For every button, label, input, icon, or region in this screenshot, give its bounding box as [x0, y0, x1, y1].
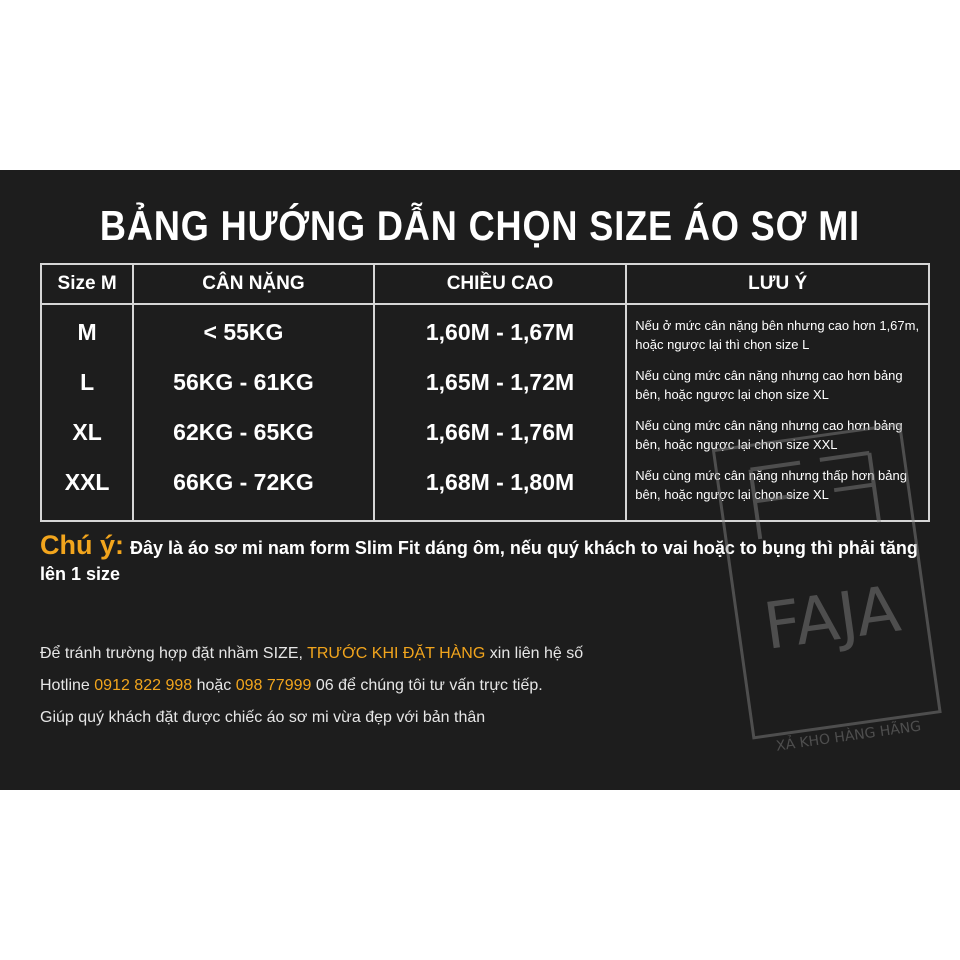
note-cell: Nếu cùng mức cân nặng nhưng cao hơn bảng bên, hoặc ngược lại chọn size XL	[635, 368, 903, 402]
note-label: Chú ý:	[40, 530, 124, 560]
logo-mark-icon	[750, 453, 879, 539]
size-cell: L	[80, 369, 95, 395]
weight-cell: 62KG - 65KG	[173, 419, 314, 445]
weight-cell: < 55KG	[203, 319, 284, 345]
height-cell: 1,60M - 1,67M	[425, 319, 575, 345]
order-highlight: TRƯỚC KHI ĐẶT HÀNG	[307, 645, 486, 662]
header-height: CHIỀU CAO	[374, 264, 627, 304]
size-cell: M	[77, 319, 97, 345]
logo-brand: FAJA	[759, 572, 905, 665]
note-cell: Nếu cùng mức cân nặng nhưng thấp hơn bảng bên, hoặc ngược lại chọn size XL	[635, 468, 907, 502]
contact-text: hoặc	[196, 677, 232, 694]
size-cell: XXL	[64, 469, 110, 495]
header-size: Size M	[41, 264, 133, 304]
hotline-phone-1: 0912 822 998	[94, 677, 193, 694]
table-header-row	[41, 264, 929, 304]
weight-column	[133, 304, 374, 521]
contact-text: Để tránh trường hợp đặt nhầm SIZE,	[40, 645, 303, 662]
hotline-label: Hotline	[40, 677, 90, 694]
contact-info	[40, 638, 740, 734]
logo-tagline: XẢ KHO HÀNG HÃNG	[775, 718, 923, 755]
contact-line-1	[40, 638, 740, 670]
contact-line-2	[40, 670, 740, 702]
weight-cell: 66KG - 72KG	[173, 469, 314, 495]
size-cell: XL	[72, 419, 102, 445]
size-guide-panel	[0, 170, 960, 790]
note-cell: Nếu cùng mức cân nặng nhưng cao hơn bảng bên, hoặc ngược lại chọn size XXL	[635, 418, 903, 452]
contact-text: 06 để chúng tôi tư vấn trực tiếp.	[315, 677, 543, 694]
size-column	[41, 304, 133, 521]
header-note: LƯU Ý	[626, 264, 929, 304]
note-cell: Nếu ở mức cân nặng bên nhưng cao hơn 1,67m, hoặc ngược lại thì chọn size L	[635, 318, 920, 352]
hotline-phone-2: 098 77999	[235, 677, 312, 694]
contact-line-3: Giúp quý khách đặt được chiếc áo sơ mi vừa đẹp với bản thân	[40, 709, 486, 726]
note-text: Đây là áo sơ mi nam form Slim Fit dáng ôm, nếu quý khách to vai hoặc to bụng thì phải tăng lên 1 size	[40, 538, 918, 584]
page-title: BẢNG HƯỚNG DẪN CHỌN SIZE ÁO SƠ MI	[99, 202, 861, 249]
weight-cell: 56KG - 61KG	[173, 369, 314, 395]
header-weight: CÂN NẶNG	[133, 264, 374, 304]
height-cell: 1,68M - 1,80M	[425, 469, 575, 495]
height-cell: 1,66M - 1,76M	[425, 419, 575, 445]
height-column	[374, 304, 627, 521]
height-cell: 1,65M - 1,72M	[425, 369, 575, 395]
contact-text: xin liên hệ số	[489, 645, 584, 662]
